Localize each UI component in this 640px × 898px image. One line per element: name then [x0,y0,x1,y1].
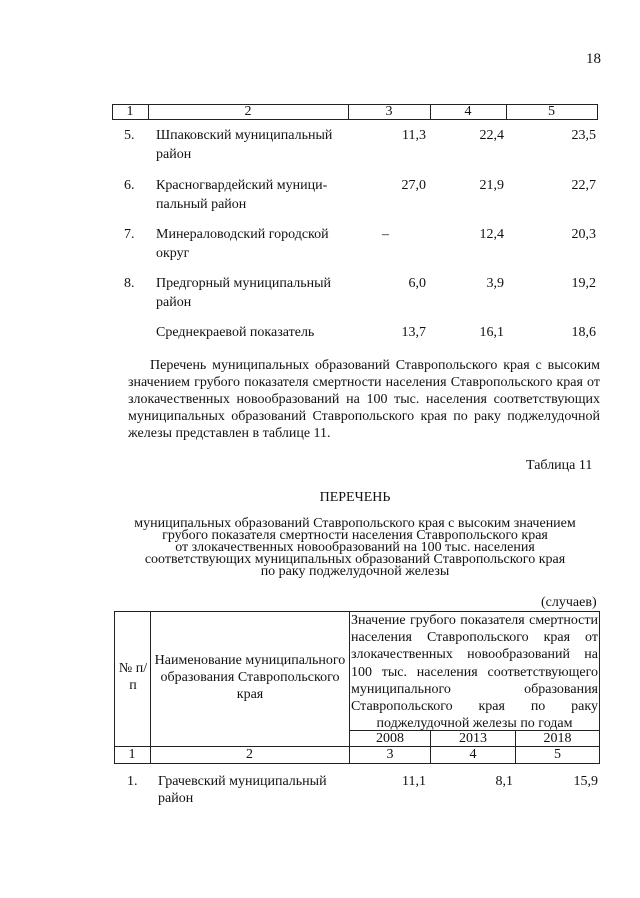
row-name-line2: район [156,295,192,310]
average-label: Среднекраевой показатель [156,325,315,340]
row-number: 6. [124,178,135,193]
row-name-line2: пальный район [156,197,247,212]
units-label: (случаев) [541,595,597,610]
row-name-line1: Грачевский муниципальный [158,774,327,789]
subtitle-line: от злокачественных новообразований на 100 тыс. населения [175,540,535,555]
top-table-header-col-5: 5 [548,104,555,119]
row-name-line2: район [158,791,194,806]
index-col-2: 2 [246,747,253,762]
row-value-3: 15,9 [573,774,598,789]
row-value-1: 27,0 [401,178,426,193]
year-header: 2018 [543,731,572,746]
row-name-line1: Красногвардейский муници- [156,178,328,193]
row-value-2: 8,1 [495,774,513,789]
subtitle-line: по раку поджелудочной железы [260,564,450,579]
top-table-header-col-3: 3 [385,104,393,119]
row-name-line2: округ [156,246,190,261]
row-value-3: 20,3 [571,227,596,242]
row-value-2: 21,9 [479,178,504,193]
top-table-header-col-1: 1 [126,104,134,119]
index-col-1: 1 [128,747,136,762]
average-value-1: 13,7 [401,325,426,340]
index-col-3: 3 [386,747,394,762]
row-name-line2: район [156,147,192,162]
row-name-line1: Предгорный муниципальный [156,276,331,291]
subtitle-line: соответствующих муниципальных образований Ставропольского края [144,552,566,567]
row-number: 8. [124,276,135,291]
subtitle-line: муниципальных образований Ставропольского края с высоким значением [134,516,576,531]
average-value-2: 16,1 [479,325,504,340]
column-header-number: № п/п [118,661,148,693]
body-paragraph: Перечень муниципальных образований Ставропольского края с высоким значением грубого показателя смертности населения Ставропольского края от злокачественных новообразований на 100 тыс. населения соответствующих муниципальных образований Ставропольского края по раку поджелудочной железы представлен в таблице 11. [128,358,600,441]
column-header-value: Значение грубого показателя смертности населения Ставропольского края от злокачественных новообразований на 100 тыс. населения соответствующего муниципального образования Ставропольского края по раку поджелудочной железы по годам [351,613,598,732]
index-col-5: 5 [554,747,561,762]
row-value-2: 3,9 [486,276,504,291]
top-table-header-col-4: 4 [464,104,472,119]
table-label: Таблица 11 [526,458,593,473]
index-col-4: 4 [469,747,477,762]
row-value-3: 22,7 [571,178,596,193]
row-name-line1: Шпаковский муниципальный [156,128,333,143]
row-number: 1. [127,774,138,789]
page-number: 18 [586,51,601,67]
row-value-2: 22,4 [479,128,504,143]
column-header-name: Наименование муниципального образования Ставропольского края [154,653,346,702]
subtitle-line: грубого показателя смертности населения Ставропольского края [162,528,548,543]
average-value-3: 18,6 [571,325,596,340]
row-number: 7. [124,227,135,242]
row-value-1: – [382,227,389,242]
row-value-3: 19,2 [571,276,596,291]
row-number: 5. [124,128,135,143]
year-header: 2008 [376,731,404,746]
list-title: ПЕРЕЧЕНЬ [319,490,391,505]
row-value-2: 12,4 [479,227,504,242]
row-name-line1: Минераловодский городской [156,227,329,242]
row-value-1: 11,3 [402,128,426,143]
row-value-1: 11,1 [402,774,426,789]
year-header: 2013 [459,731,487,746]
row-value-1: 6,0 [408,276,426,291]
row-value-3: 23,5 [571,128,596,143]
top-table-header-col-2: 2 [244,104,252,119]
